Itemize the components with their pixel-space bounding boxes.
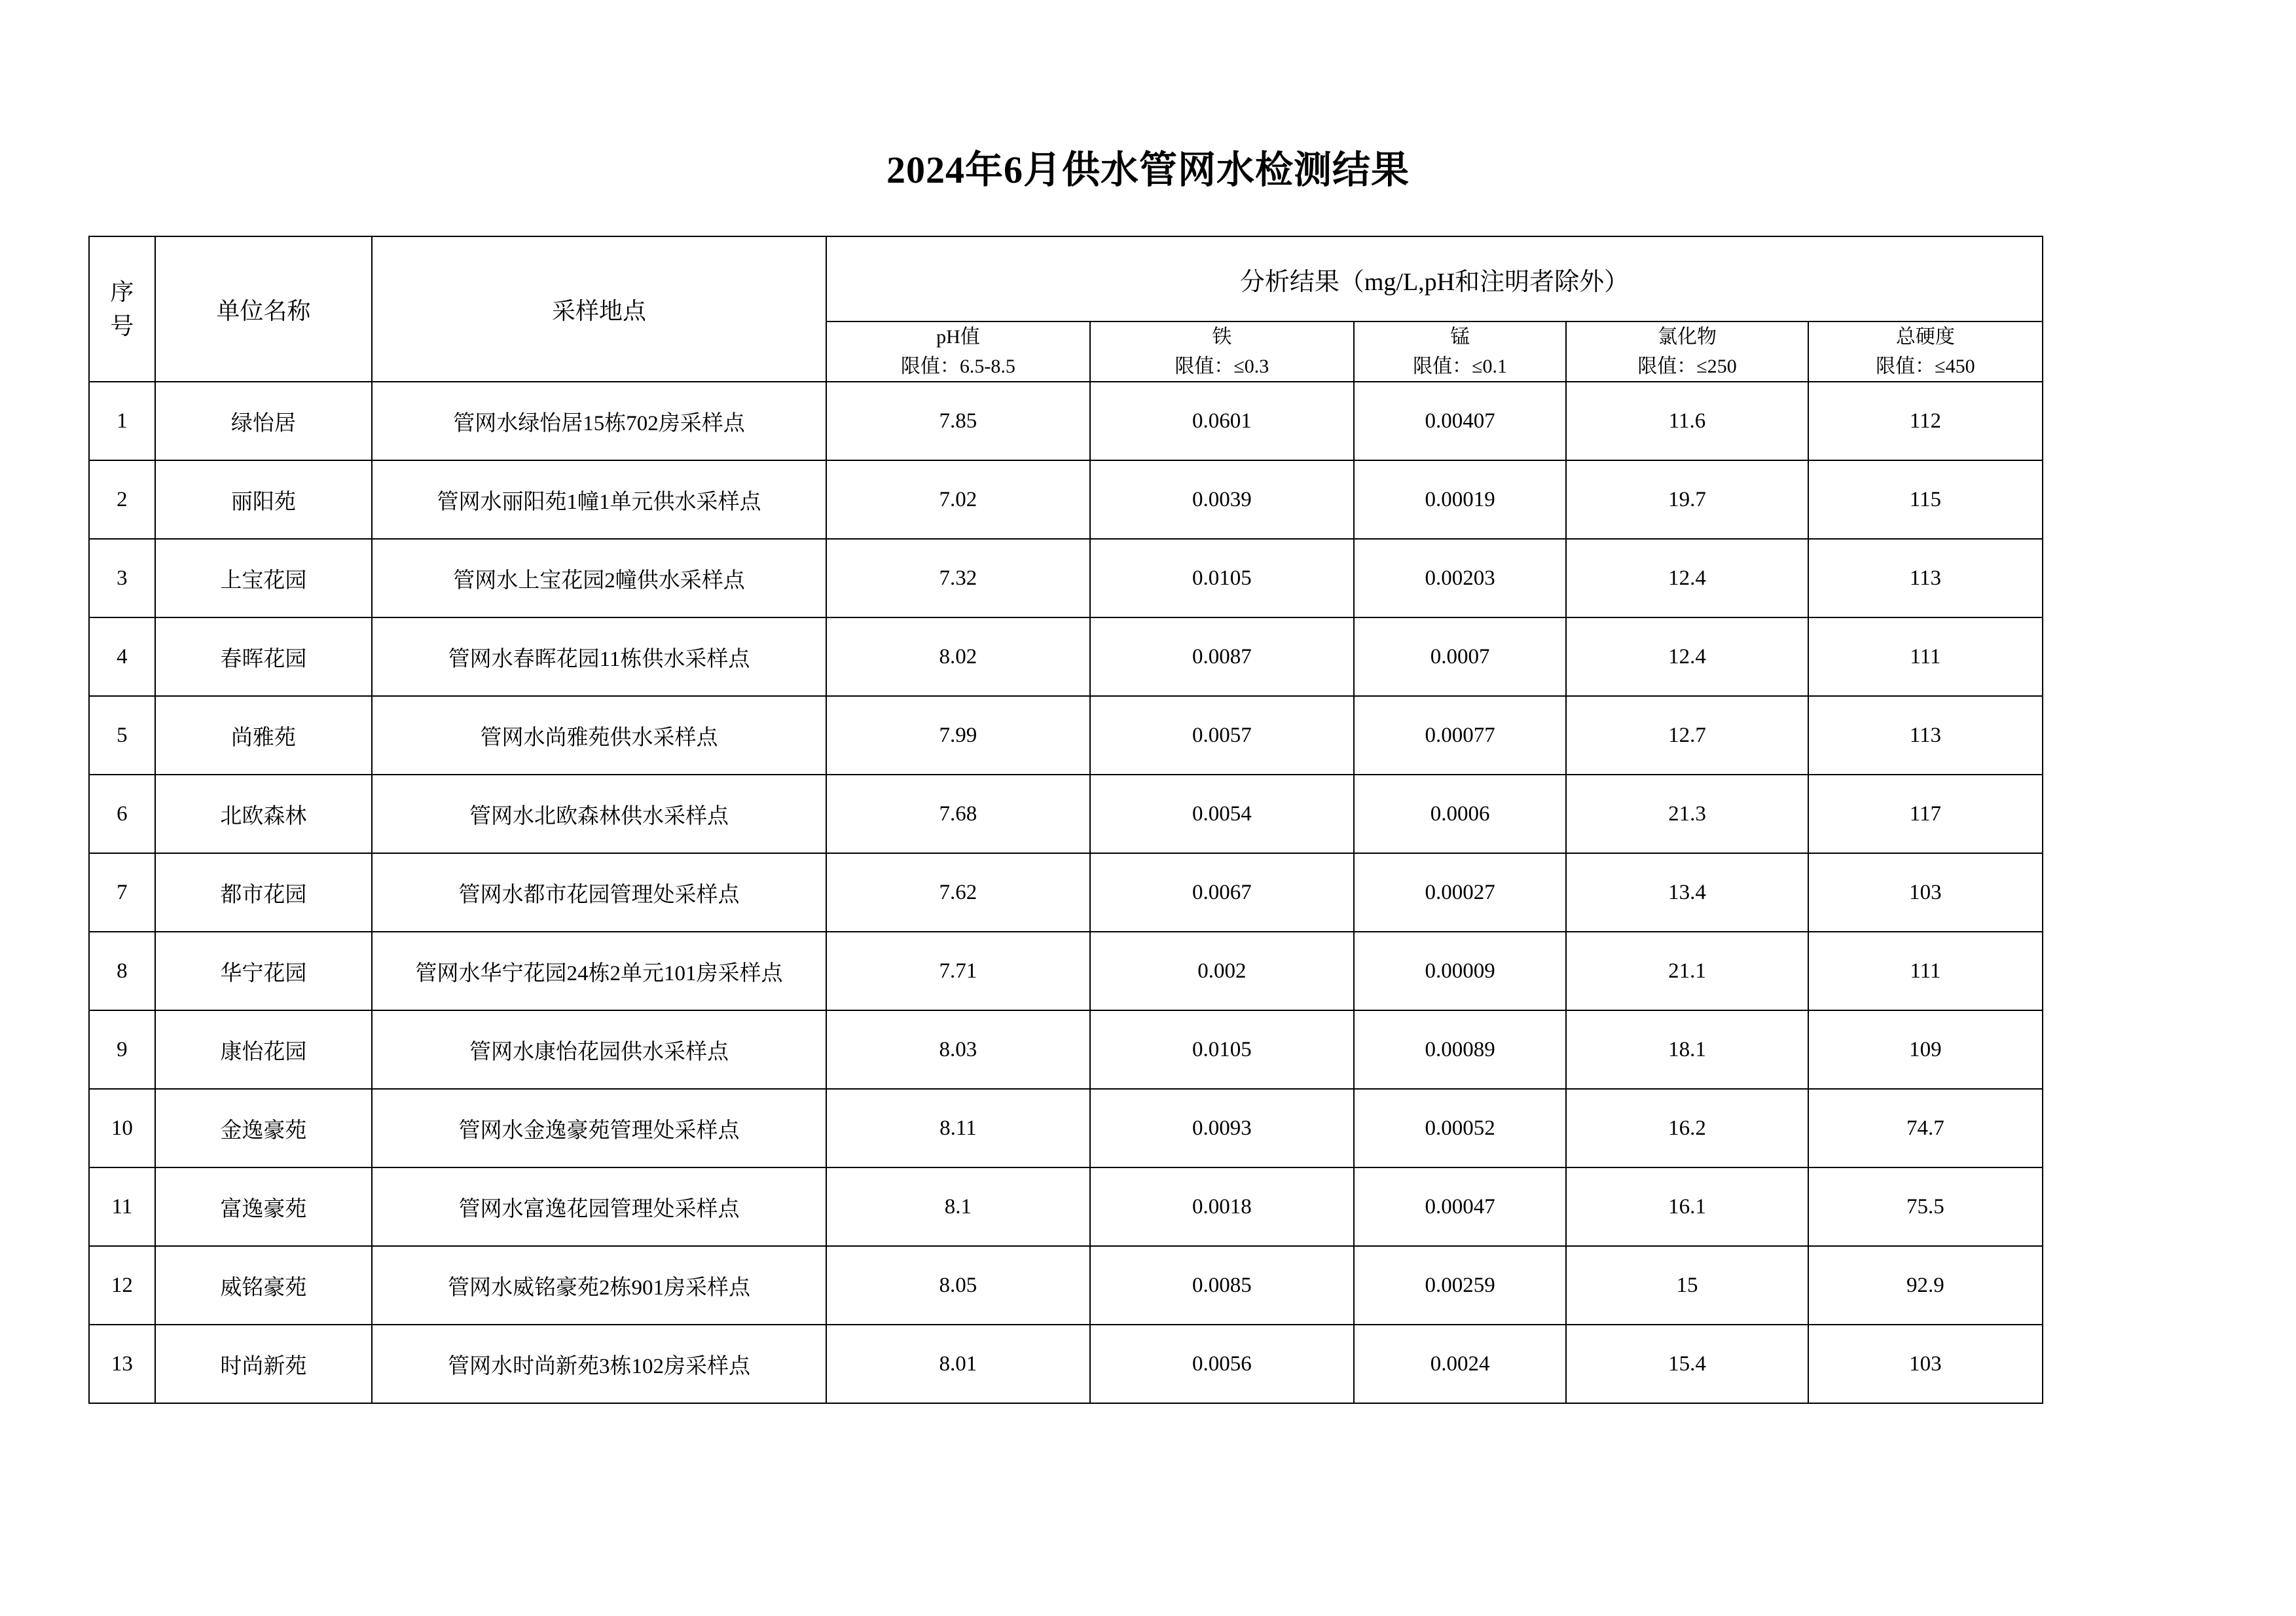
cell-ph: 7.99 [826,696,1090,775]
column-header-total-hardness [1808,321,2043,382]
cell-iron: 0.0105 [1090,539,1354,617]
cell-sampling-site: 管网水尚雅苑供水采样点 [372,696,826,775]
table-row [89,932,2043,1010]
cell-ph: 7.85 [826,382,1090,460]
cell-ph: 8.03 [826,1010,1090,1089]
cell-manganese: 0.00259 [1354,1246,1567,1325]
cell-index: 10 [89,1089,155,1167]
cell-manganese: 0.0007 [1354,617,1567,696]
cell-sampling-site: 管网水华宁花园24栋2单元101房采样点 [372,932,826,1010]
cell-sampling-site: 管网水丽阳苑1幢1单元供水采样点 [372,460,826,539]
cell-chloride: 12.4 [1566,539,1808,617]
table-row [89,539,2043,617]
cell-ph: 7.32 [826,539,1090,617]
cell-unit-name: 金逸豪苑 [155,1089,372,1167]
cell-chloride: 19.7 [1566,460,1808,539]
cell-chloride: 18.1 [1566,1010,1808,1089]
cell-manganese: 0.00027 [1354,853,1567,932]
column-header-iron [1090,321,1354,382]
table-row [89,1010,2043,1089]
cell-iron: 0.0054 [1090,775,1354,853]
cell-chloride: 21.3 [1566,775,1808,853]
cell-ph: 8.11 [826,1089,1090,1167]
cell-sampling-site: 管网水富逸花园管理处采样点 [372,1167,826,1246]
cell-index: 6 [89,775,155,853]
column-header-ph-name: pH值 [936,326,980,348]
cell-index: 5 [89,696,155,775]
table-row [89,617,2043,696]
cell-sampling-site: 管网水时尚新苑3栋102房采样点 [372,1325,826,1403]
water-quality-table [88,236,2043,1404]
cell-chloride: 12.4 [1566,617,1808,696]
cell-index: 13 [89,1325,155,1403]
cell-manganese: 0.00089 [1354,1010,1567,1089]
cell-sampling-site: 管网水绿怡居15栋702房采样点 [372,382,826,460]
cell-iron: 0.0087 [1090,617,1354,696]
cell-total-hardness: 75.5 [1808,1167,2043,1246]
cell-total-hardness: 117 [1808,775,2043,853]
cell-chloride: 13.4 [1566,853,1808,932]
table-row [89,775,2043,853]
cell-chloride: 11.6 [1566,382,1808,460]
cell-ph: 7.68 [826,775,1090,853]
cell-iron: 0.0018 [1090,1167,1354,1246]
cell-index: 1 [89,382,155,460]
column-header-manganese-name: 锰 [1450,326,1470,348]
cell-index: 3 [89,539,155,617]
cell-sampling-site: 管网水北欧森林供水采样点 [372,775,826,853]
table-row [89,1246,2043,1325]
cell-iron: 0.0601 [1090,382,1354,460]
cell-sampling-site: 管网水威铭豪苑2栋901房采样点 [372,1246,826,1325]
cell-iron: 0.0056 [1090,1325,1354,1403]
cell-manganese: 0.00052 [1354,1089,1567,1167]
cell-ph: 8.05 [826,1246,1090,1325]
table-row [89,1089,2043,1167]
cell-unit-name: 都市花园 [155,853,372,932]
cell-index: 12 [89,1246,155,1325]
cell-sampling-site: 管网水康怡花园供水采样点 [372,1010,826,1089]
cell-sampling-site: 管网水金逸豪苑管理处采样点 [372,1089,826,1167]
column-header-manganese [1354,321,1567,382]
cell-index: 4 [89,617,155,696]
table-row [89,853,2043,932]
column-header-iron-limit: 限值：≤0.3 [1175,356,1269,377]
cell-iron: 0.002 [1090,932,1354,1010]
cell-total-hardness: 111 [1808,932,2043,1010]
cell-manganese: 0.00009 [1354,932,1567,1010]
cell-iron: 0.0093 [1090,1089,1354,1167]
column-header-index-line2: 号 [110,313,134,339]
cell-total-hardness: 103 [1808,1325,2043,1403]
cell-total-hardness: 115 [1808,460,2043,539]
page-title: 2024年6月供水管网水检测结果 [886,149,1410,191]
column-header-manganese-limit: 限值：≤0.1 [1413,356,1508,377]
cell-sampling-site: 管网水上宝花园2幢供水采样点 [372,539,826,617]
cell-unit-name: 春晖花园 [155,617,372,696]
cell-iron: 0.0085 [1090,1246,1354,1325]
cell-ph: 8.01 [826,1325,1090,1403]
cell-manganese: 0.0024 [1354,1325,1567,1403]
cell-ph: 7.02 [826,460,1090,539]
cell-chloride: 16.2 [1566,1089,1808,1167]
cell-iron: 0.0067 [1090,853,1354,932]
column-header-unit-name: 单位名称 [155,236,372,382]
cell-unit-name: 康怡花园 [155,1010,372,1089]
cell-total-hardness: 113 [1808,696,2043,775]
table-row [89,1167,2043,1246]
cell-ph: 8.02 [826,617,1090,696]
column-header-chloride [1566,321,1808,382]
cell-total-hardness: 109 [1808,1010,2043,1089]
table-header [89,236,2043,382]
column-header-sampling-site: 采样地点 [372,236,826,382]
column-header-ph-limit: 限值：6.5-8.5 [900,356,1015,377]
cell-unit-name: 上宝花园 [155,539,372,617]
column-header-analysis-results: 分析结果（mg/L,pH和注明者除外） [826,236,2043,321]
cell-chloride: 15.4 [1566,1325,1808,1403]
cell-unit-name: 绿怡居 [155,382,372,460]
column-header-total-hardness-name: 总硬度 [1895,326,1955,348]
cell-unit-name: 丽阳苑 [155,460,372,539]
column-header-chloride-limit: 限值：≤250 [1637,356,1737,377]
cell-iron: 0.0039 [1090,460,1354,539]
cell-unit-name: 华宁花园 [155,932,372,1010]
table-row [89,696,2043,775]
cell-manganese: 0.00203 [1354,539,1567,617]
cell-index: 9 [89,1010,155,1089]
cell-total-hardness: 113 [1808,539,2043,617]
cell-ph: 8.1 [826,1167,1090,1246]
table-row [89,1325,2043,1403]
table-row [89,460,2043,539]
cell-iron: 0.0057 [1090,696,1354,775]
cell-index: 7 [89,853,155,932]
cell-manganese: 0.00407 [1354,382,1567,460]
cell-manganese: 0.00019 [1354,460,1567,539]
cell-chloride: 16.1 [1566,1167,1808,1246]
cell-manganese: 0.00077 [1354,696,1567,775]
cell-unit-name: 尚雅苑 [155,696,372,775]
cell-total-hardness: 92.9 [1808,1246,2043,1325]
cell-index: 2 [89,460,155,539]
cell-sampling-site: 管网水都市花园管理处采样点 [372,853,826,932]
cell-ph: 7.62 [826,853,1090,932]
cell-manganese: 0.0006 [1354,775,1567,853]
cell-total-hardness: 103 [1808,853,2043,932]
cell-chloride: 12.7 [1566,696,1808,775]
column-header-iron-name: 铁 [1212,326,1232,348]
cell-chloride: 15 [1566,1246,1808,1325]
cell-manganese: 0.00047 [1354,1167,1567,1246]
cell-unit-name: 富逸豪苑 [155,1167,372,1246]
cell-sampling-site: 管网水春晖花园11栋供水采样点 [372,617,826,696]
cell-unit-name: 北欧森林 [155,775,372,853]
table-body [89,382,2043,1403]
column-header-total-hardness-limit: 限值：≤450 [1876,356,1975,377]
column-header-chloride-name: 氯化物 [1658,326,1717,348]
cell-unit-name: 威铭豪苑 [155,1246,372,1325]
cell-chloride: 21.1 [1566,932,1808,1010]
cell-index: 11 [89,1167,155,1246]
column-header-index [89,236,155,382]
table-row [89,382,2043,460]
cell-unit-name: 时尚新苑 [155,1325,372,1403]
cell-total-hardness: 112 [1808,382,2043,460]
header-row-top [89,236,2043,321]
cell-ph: 7.71 [826,932,1090,1010]
column-header-index-line1: 序 [110,278,134,305]
water-quality-table-container [88,236,2043,1404]
column-header-ph [826,321,1090,382]
cell-iron: 0.0105 [1090,1010,1354,1089]
cell-total-hardness: 111 [1808,617,2043,696]
cell-index: 8 [89,932,155,1010]
cell-total-hardness: 74.7 [1808,1089,2043,1167]
